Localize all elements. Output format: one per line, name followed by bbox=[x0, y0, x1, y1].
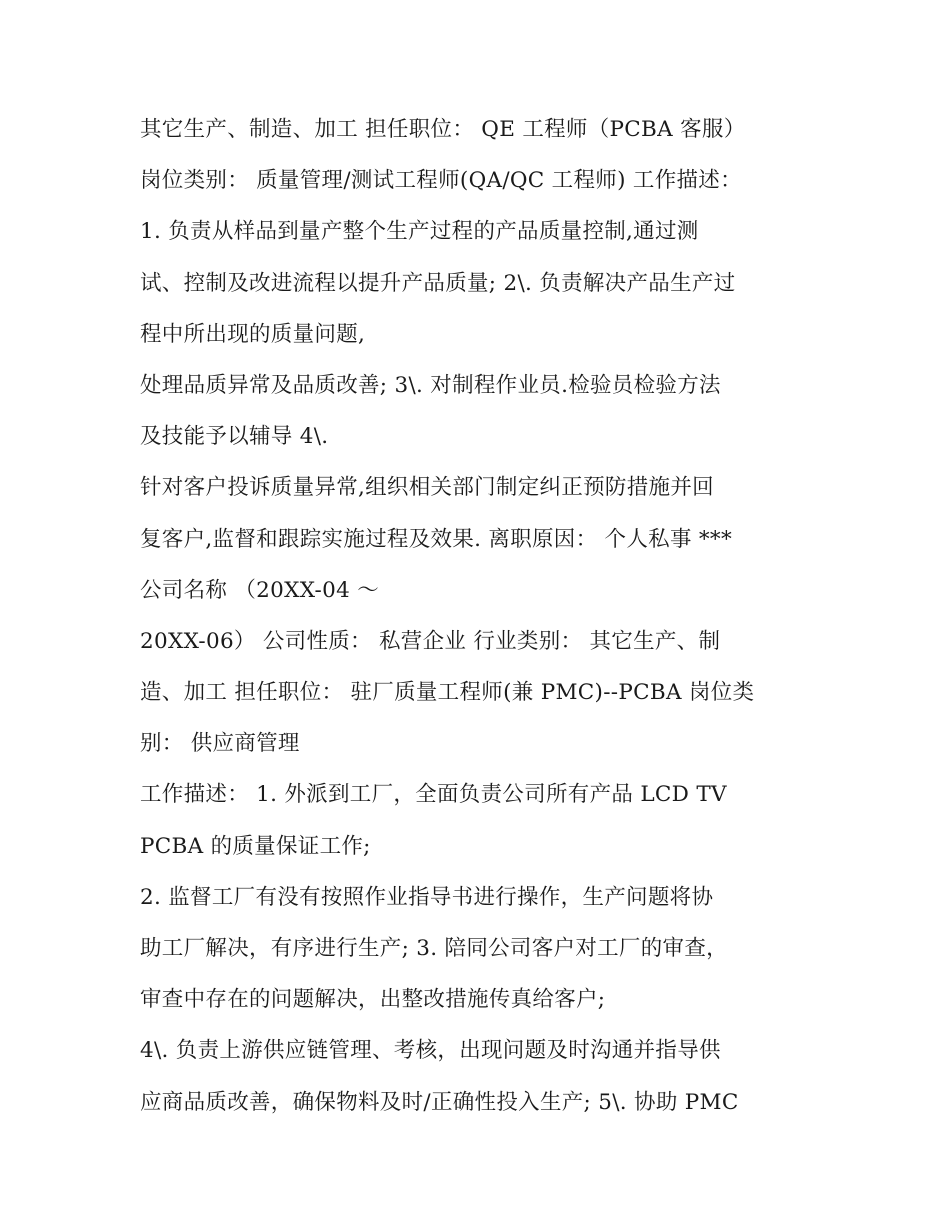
text-line-7: 及技能予以辅导 4\. bbox=[140, 424, 329, 450]
text-line-11: 20XX-06） 公司性质： 私营企业 行业类别： 其它生产、制 bbox=[140, 628, 721, 654]
text-line-16: 2. 监督工厂有没有按照作业指导书进行操作，生产问题将协 bbox=[140, 884, 714, 910]
text-line-10: 公司名称 （20XX-04 ～ bbox=[140, 577, 379, 603]
text-line-8: 针对客户投诉质量异常,组织相关部门制定纠正预防措施并回 bbox=[140, 475, 714, 501]
text-line-20: 应商品质改善，确保物料及时/正确性投入生产; 5\. 协助 PMC bbox=[140, 1089, 739, 1115]
text-line-17: 助工厂解决，有序进行生产; 3. 陪同公司客户对工厂的审查， bbox=[140, 936, 728, 961]
text-line-15: PCBA 的质量保证工作; bbox=[140, 833, 371, 859]
text-line-19: 4\. 负责上游供应链管理、考核，出现问题及时沟通并指导供 bbox=[140, 1038, 721, 1064]
text-line-4: 试、控制及改进流程以提升产品质量; 2\. 负责解决产品生产过 bbox=[140, 270, 736, 296]
text-line-6: 处理品质异常及品质改善; 3\. 对制程作业员.检验员检验方法 bbox=[140, 372, 721, 398]
document-body bbox=[140, 110, 830, 1134]
text-line-5: 程中所出现的质量问题, bbox=[140, 321, 366, 347]
text-line-9: 复客户,监督和跟踪实施过程及效果. 离职原因： 个人私事 *** bbox=[140, 526, 733, 552]
text-line-12: 造、加工 担任职位： 驻厂质量工程师(兼 PMC)--PCBA 岗位类 bbox=[140, 680, 755, 706]
text-line-1: 其它生产、制造、加工 担任职位： QE 工程师（PCBA 客服） bbox=[140, 117, 746, 142]
text-line-14: 工作描述： 1. 外派到工厂，全面负责公司所有产品 LCD TV bbox=[140, 782, 727, 808]
text-line-3: 1. 负责从样品到量产整个生产过程的产品质量控制,通过测 bbox=[140, 219, 699, 245]
text-line-18: 审查中存在的问题解决，出整改措施传真给客户; bbox=[140, 987, 606, 1013]
text-line-13: 别： 供应商管理 bbox=[140, 731, 300, 757]
text-line-2: 岗位类别： 质量管理/测试工程师(QA/QC 工程师) 工作描述： bbox=[140, 168, 742, 194]
